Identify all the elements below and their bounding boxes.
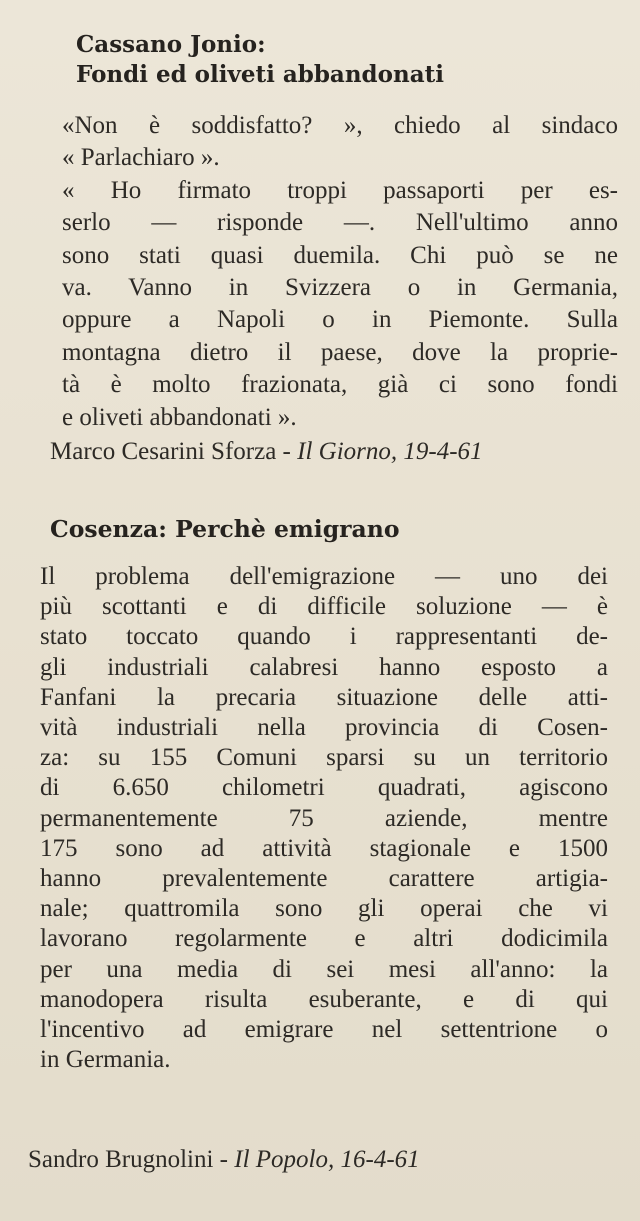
body-line: « Ho firmato troppi passaporti per es- [62, 176, 618, 204]
body-line: oppure a Napoli o in Piemonte. Sulla [62, 306, 618, 334]
body-line: l'incentivo ad emigrare nel settentrione o [40, 1016, 608, 1044]
body-paragraph [40, 562, 608, 1075]
article-title [0, 514, 640, 544]
body-line: nale; quattromila sono gli operai che vi [40, 895, 608, 923]
body-line: montagna dietro il paese, dove la proprie- [62, 338, 618, 366]
body-line: Il problema dell'emigrazione — uno dei [40, 563, 608, 590]
body-line: lavorano regolarmente e altri dodicimila [40, 925, 608, 953]
article-title [0, 30, 640, 90]
article-source [28, 1144, 420, 1176]
body-paragraph [62, 110, 618, 434]
body-line: «Non è soddisfatto? », chiedo al sindaco [62, 112, 618, 139]
body-line: più scottanti e di difficile soluzione — è [40, 593, 608, 621]
body-line: Fanfani la precaria situazione delle atti- [40, 683, 608, 711]
body-line: e oliveti abbandonati ». [62, 403, 297, 431]
body-line: « Parlachiaro ». [62, 144, 220, 172]
body-line: vità industriali nella provincia di Cosen- [40, 714, 608, 742]
article-cosenza [0, 514, 640, 1173]
body-line: za: su 155 Comuni sparsi su un territorio [40, 744, 608, 772]
body-line: hanno prevalentemente carattere artigia- [40, 865, 608, 893]
article-source [50, 436, 483, 468]
body-line: serlo — risponde —. Nell'ultimo anno [62, 209, 618, 237]
body-line: stato toccato quando i rappresentanti de- [40, 623, 608, 651]
body-line: tà è molto frazionata, già ci sono fondi [62, 371, 618, 399]
body-line: di 6.650 chilometri quadrati, agiscono [40, 774, 608, 802]
body-line: manodopera risulta esuberante, e di qui [40, 985, 608, 1013]
article-cassano-jonio [0, 30, 640, 465]
article-body [62, 110, 618, 434]
body-line: in Germania. [40, 1046, 171, 1074]
body-line: 175 sono ad attività stagionale e 1500 [40, 834, 608, 862]
title-line: Fondi ed oliveti abbandonati [76, 61, 444, 88]
source-publication: Il Popolo, 16-4-61 [234, 1146, 420, 1173]
body-line: permanentemente 75 aziende, mentre [40, 804, 608, 832]
source-author: Marco Cesarini Sforza - [50, 438, 298, 465]
title-line: Cassano Jonio: [76, 31, 266, 58]
title-line: Cosenza: Perchè emigrano [50, 515, 400, 543]
source-publication: Il Giorno, 19-4-61 [297, 438, 483, 465]
body-line: va. Vanno in Svizzera o in Germania, [62, 274, 618, 302]
article-body [40, 562, 608, 1075]
body-line: per una media di sei mesi all'anno: la [40, 955, 608, 983]
body-line: sono stati quasi duemila. Chi può se ne [62, 241, 618, 269]
body-line: gli industriali calabresi hanno esposto a [40, 653, 608, 681]
source-author: Sandro Brugnolini - [28, 1146, 235, 1173]
